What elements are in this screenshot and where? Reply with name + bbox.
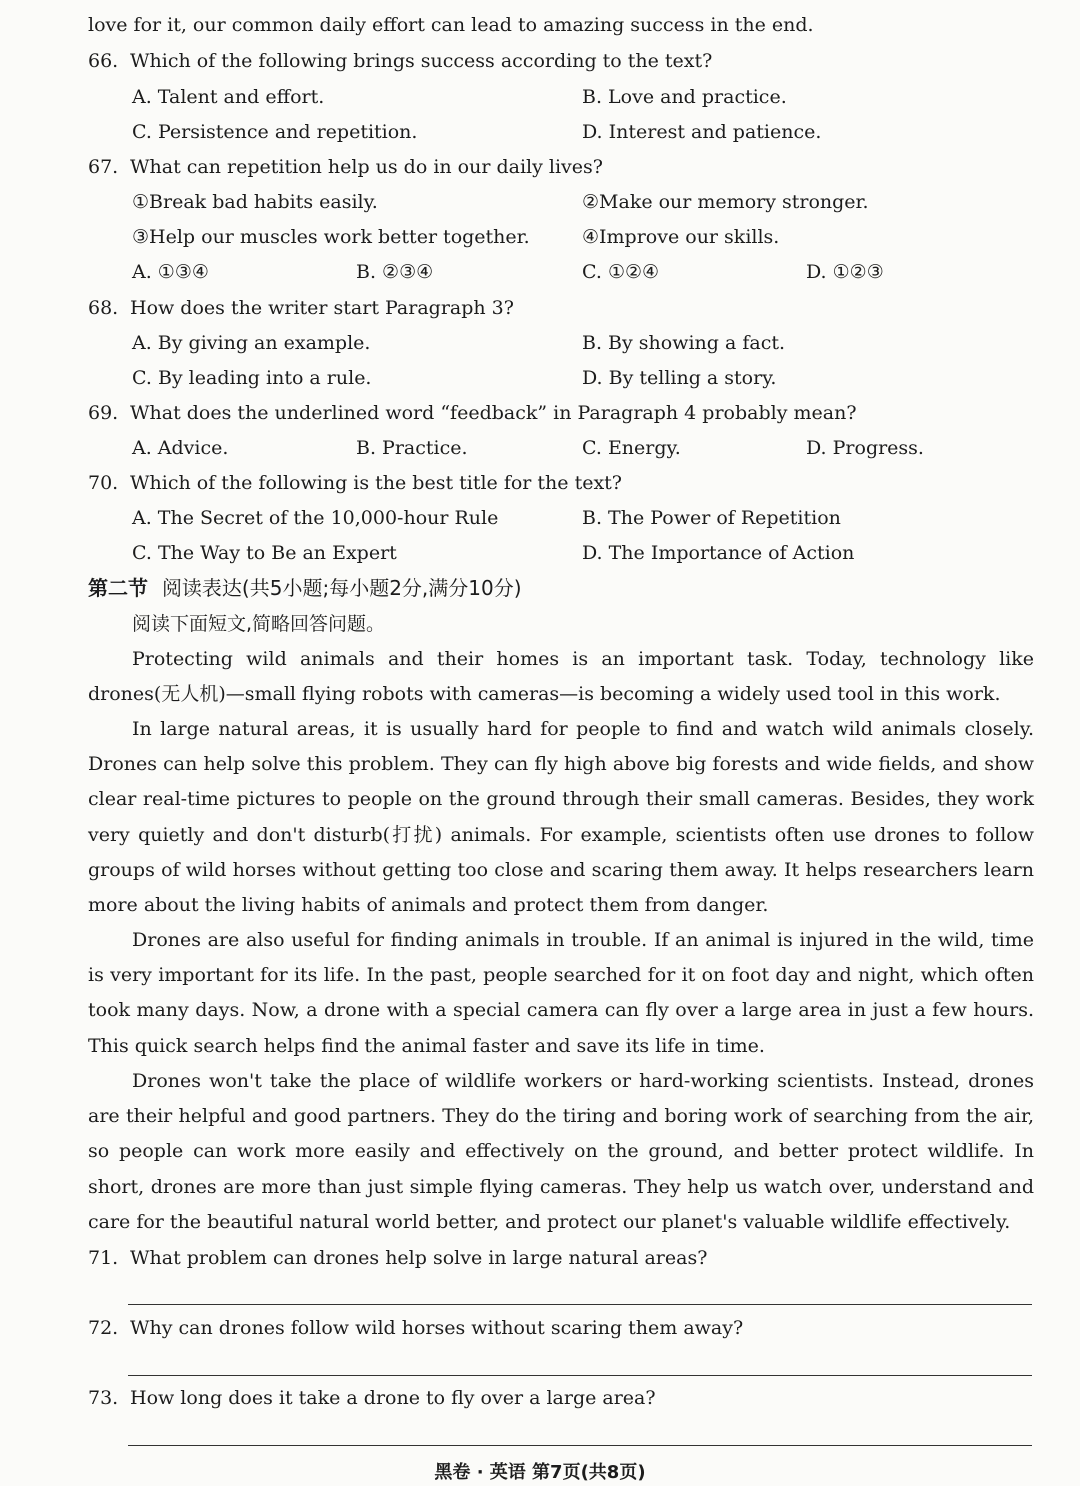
passage-paragraph-4: Drones won't take the place of wildlife workers or hard-working scientists. Instead, drones are their helpful and good partners. They do the tiring and boring work of searching from the air, so people can work more easily and effectively on the ground, and better protect wildlife. In short, drones are more than just simple flying cameras. They help us watch over, understand and care for the beautiful natural world better, and protect our planet's valuable wildlife effectively. [88,1070,1034,1233]
answer-line-73[interactable] [128,1445,1032,1446]
option-b: B. Practice. [356,437,468,459]
option-c: C. ①②④ [582,261,660,283]
question-number: 71. [88,1247,119,1269]
question-text: How long does it take a drone to fly over a large area? [130,1387,656,1409]
option-d: D. By telling a story. [582,367,777,389]
question-71 [88,1247,1034,1269]
option-c: C. Persistence and repetition. [132,121,418,143]
section-instruction: 阅读下面短文,简略回答问题。 [132,613,386,635]
question-68 [88,297,1034,319]
statement-1: ①Break bad habits easily. [132,191,378,213]
option-a: A. The Secret of the 10,000-hour Rule [132,507,499,529]
option-a: A. Talent and effort. [132,86,325,108]
question-text: What can repetition help us do in our daily lives? [130,156,603,178]
answer-line-71[interactable] [128,1304,1032,1305]
question-number: 72. [88,1317,119,1339]
option-b: B. The Power of Repetition [582,507,841,529]
question-number: 68. [88,297,119,319]
statement-4: ④Improve our skills. [582,226,780,248]
passage-paragraph-2: In large natural areas, it is usually hard for people to find and watch wild animals closely. Drones can help solve this problem. They can fly high above big forests and wide fields, and show clear real-time pictures to people on the ground through their small cameras. Besides, they work very quietly and don't disturb(打扰) animals. For example, scientists often use drones to follow groups of wild horses without getting too close and scaring them away. It helps researchers learn more about the living habits of animals and protect them from danger. [88,718,1034,917]
option-d: D. Interest and patience. [582,121,822,143]
question-number: 66. [88,50,119,72]
question-text: How does the writer start Paragraph 3? [130,297,514,319]
question-text: Which of the following brings success according to the text? [130,50,713,72]
option-a: A. Advice. [132,437,229,459]
option-c: C. By leading into a rule. [132,367,372,389]
question-text: What does the underlined word “feedback” in Paragraph 4 probably mean? [130,402,857,424]
option-b: B. By showing a fact. [582,332,786,354]
question-text: What problem can drones help solve in large natural areas? [130,1247,708,1269]
passage-paragraph-3: Drones are also useful for finding animals in trouble. If an animal is injured in the wild, time is very important for its life. In the past, people searched for it on foot day and night, which often took many days. Now, a drone with a special camera can fly over a large area in just a few hours. This quick search helps find the animal faster and save its life in time. [88,929,1034,1057]
question-text: Which of the following is the best title for the text? [130,472,622,494]
question-number: 70. [88,472,119,494]
option-d: D. ①②③ [806,261,884,283]
option-c: C. Energy. [582,437,681,459]
question-73 [88,1387,1034,1409]
section-subtitle: 阅读表达(共5小题;每小题2分,满分10分) [161,576,522,600]
option-b: B. ②③④ [356,261,434,283]
question-number: 73. [88,1387,119,1409]
section-title: 第二节 [88,576,148,600]
answer-line-72[interactable] [128,1375,1032,1376]
question-66 [88,50,1034,72]
question-text: Why can drones follow wild horses without scaring them away? [130,1317,744,1339]
option-d: D. The Importance of Action [582,542,855,564]
option-a: A. By giving an example. [132,332,371,354]
question-70 [88,472,1034,494]
question-67 [88,156,1034,178]
option-a: A. ①③④ [132,261,209,283]
option-b: B. Love and practice. [582,86,787,108]
question-72 [88,1317,1034,1339]
question-69 [88,402,1034,424]
option-d: D. Progress. [806,437,924,459]
page-footer: 黑卷 · 英语 第7页(共8页) [434,1462,646,1483]
statement-3: ③Help our muscles work better together. [132,226,530,248]
section-heading [88,576,522,600]
passage-paragraph-1: Protecting wild animals and their homes is an important task. Today, technology like drones(无人机)—small flying robots with cameras—is becoming a widely used tool in this work. [88,648,1034,706]
question-number: 67. [88,156,119,178]
question-number: 69. [88,402,119,424]
continued-line: love for it, our common daily effort can lead to amazing success in the end. [88,14,814,36]
statement-2: ②Make our memory stronger. [582,191,869,213]
option-c: C. The Way to Be an Expert [132,542,397,564]
